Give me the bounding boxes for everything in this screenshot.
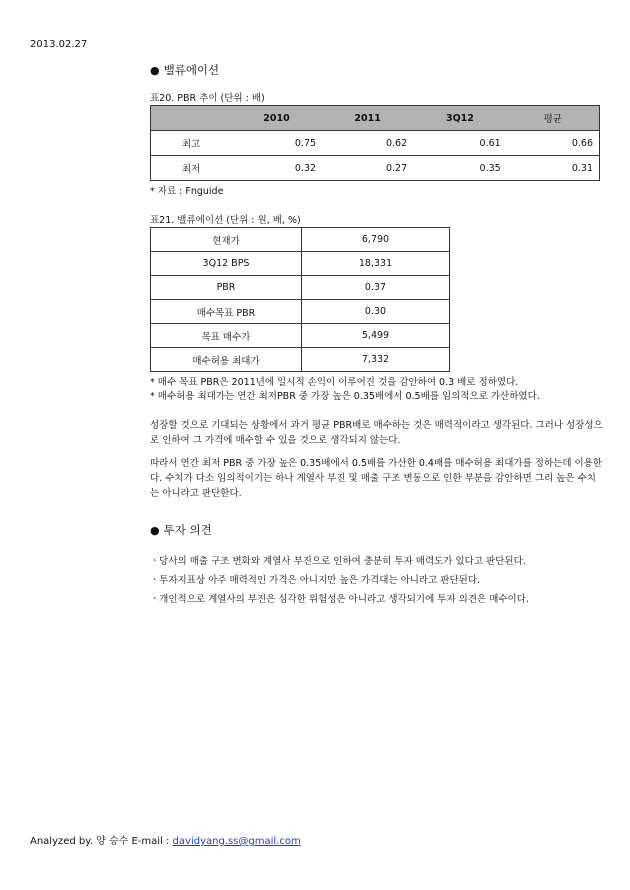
row-label: 최저 bbox=[181, 164, 201, 175]
valuation-title: 밸류에이션 bbox=[163, 63, 220, 77]
email-link[interactable]: davidyang.ss@gmail.com bbox=[172, 836, 301, 847]
table-cell: 0.75 bbox=[294, 137, 317, 149]
row-label: 현재가 bbox=[151, 228, 302, 252]
row-label: 최고 bbox=[181, 139, 201, 150]
column-header: 평균 bbox=[543, 114, 563, 125]
table-cell: 0.31 bbox=[571, 162, 593, 174]
table-cell: 7,332 bbox=[302, 348, 450, 372]
table-cell: 6,790 bbox=[302, 228, 450, 252]
table21-note-2: * 매수허용 최대가는 연간 최저PBR 중 가장 높은 0.35배에서 0.5배를 임의적으로 가산하였다. bbox=[150, 391, 540, 402]
report-date: 2013.02.27 bbox=[30, 39, 88, 50]
valuation-heading bbox=[150, 62, 219, 78]
table21-caption: 표21. 밸류에이션 (단위 : 원, 배, %) bbox=[150, 215, 301, 226]
table20-caption: 표20. PBR 추이 (단위 : 배) bbox=[150, 93, 265, 104]
column-header: 2011 bbox=[354, 112, 381, 124]
table-row bbox=[151, 252, 450, 276]
table20-source: * 자료 : Fnguide bbox=[150, 186, 224, 197]
footer bbox=[30, 832, 301, 847]
opinion-title: 투자 의견 bbox=[163, 523, 212, 537]
opinion-item: ㆍ투자지표상 아주 매력적인 가격은 아니지만 높은 가격대는 아니라고 판단된다. bbox=[150, 575, 481, 586]
table-header-row bbox=[151, 106, 600, 131]
row-label: 목표 매수가 bbox=[151, 324, 302, 348]
table-cell: 0.37 bbox=[302, 276, 450, 300]
table-cell: 0.27 bbox=[385, 162, 408, 174]
column-header: 3Q12 bbox=[445, 112, 474, 124]
table-cell: 0.61 bbox=[479, 137, 501, 149]
row-label: 매수허용 최대가 bbox=[151, 348, 302, 372]
opinion-item: ㆍ당사의 매출 구조 변화와 계열사 부진으로 인하여 충분히 투자 매력도가 있다고 판단된다. bbox=[150, 556, 526, 567]
opinion-item: ㆍ개인적으로 계열사의 부진은 심각한 위험성은 아니라고 생각되기에 투자 의견은 매수이다. bbox=[150, 594, 529, 605]
table-row bbox=[151, 348, 450, 372]
column-header: 2010 bbox=[263, 112, 290, 124]
footer-author: Analyzed by. 양 승수 E-mail : bbox=[30, 836, 173, 847]
table-row bbox=[151, 131, 600, 156]
table-row bbox=[151, 156, 600, 181]
bullet-icon: ● bbox=[150, 524, 160, 537]
table-cell: 0.35 bbox=[479, 162, 501, 174]
table-cell: 0.30 bbox=[302, 300, 450, 324]
table-cell: 18,331 bbox=[302, 252, 450, 276]
column-header bbox=[151, 106, 232, 131]
table-cell: 0.66 bbox=[571, 137, 593, 149]
row-label: PBR bbox=[151, 276, 302, 300]
table-row bbox=[151, 228, 450, 252]
valuation-table bbox=[150, 227, 450, 372]
bullet-icon: ● bbox=[150, 64, 160, 77]
table-cell: 0.32 bbox=[294, 162, 317, 174]
table-row bbox=[151, 300, 450, 324]
table-cell: 5,499 bbox=[302, 324, 450, 348]
row-label: 매수목표 PBR bbox=[151, 300, 302, 324]
paragraph-growth: 성장할 것으로 기대되는 상황에서 과거 평균 PBR배로 매수하는 것은 매력적이라고 생각된다. 그러나 성장성으로 인하여 그 가격에 매수할 수 있을 것으로 생각되지 않는다. bbox=[150, 420, 603, 446]
table21-note-1: * 매수 목표 PBR은 2011년에 일시적 손익이 이루어진 것을 감안하여 0.3 배로 정하였다. bbox=[150, 377, 519, 388]
table-row bbox=[151, 276, 450, 300]
pbr-trend-table bbox=[150, 105, 600, 181]
table-row bbox=[151, 324, 450, 348]
row-label: 3Q12 BPS bbox=[151, 252, 302, 276]
paragraph-target-price: 따라서 연간 최저 PBR 중 가장 높은 0.35배에서 0.5배를 가산한 0.4배를 매수허용 최대가를 정하는데 이용한다. 수치가 다소 임의적이기는 하나 계열사 부진 및 매출 구조 변동으로 인한 부분을 감안하면 그리 높은 수치는 아니라고 판단한다. bbox=[150, 458, 603, 499]
table-cell: 0.62 bbox=[385, 137, 408, 149]
opinion-heading bbox=[150, 522, 212, 538]
